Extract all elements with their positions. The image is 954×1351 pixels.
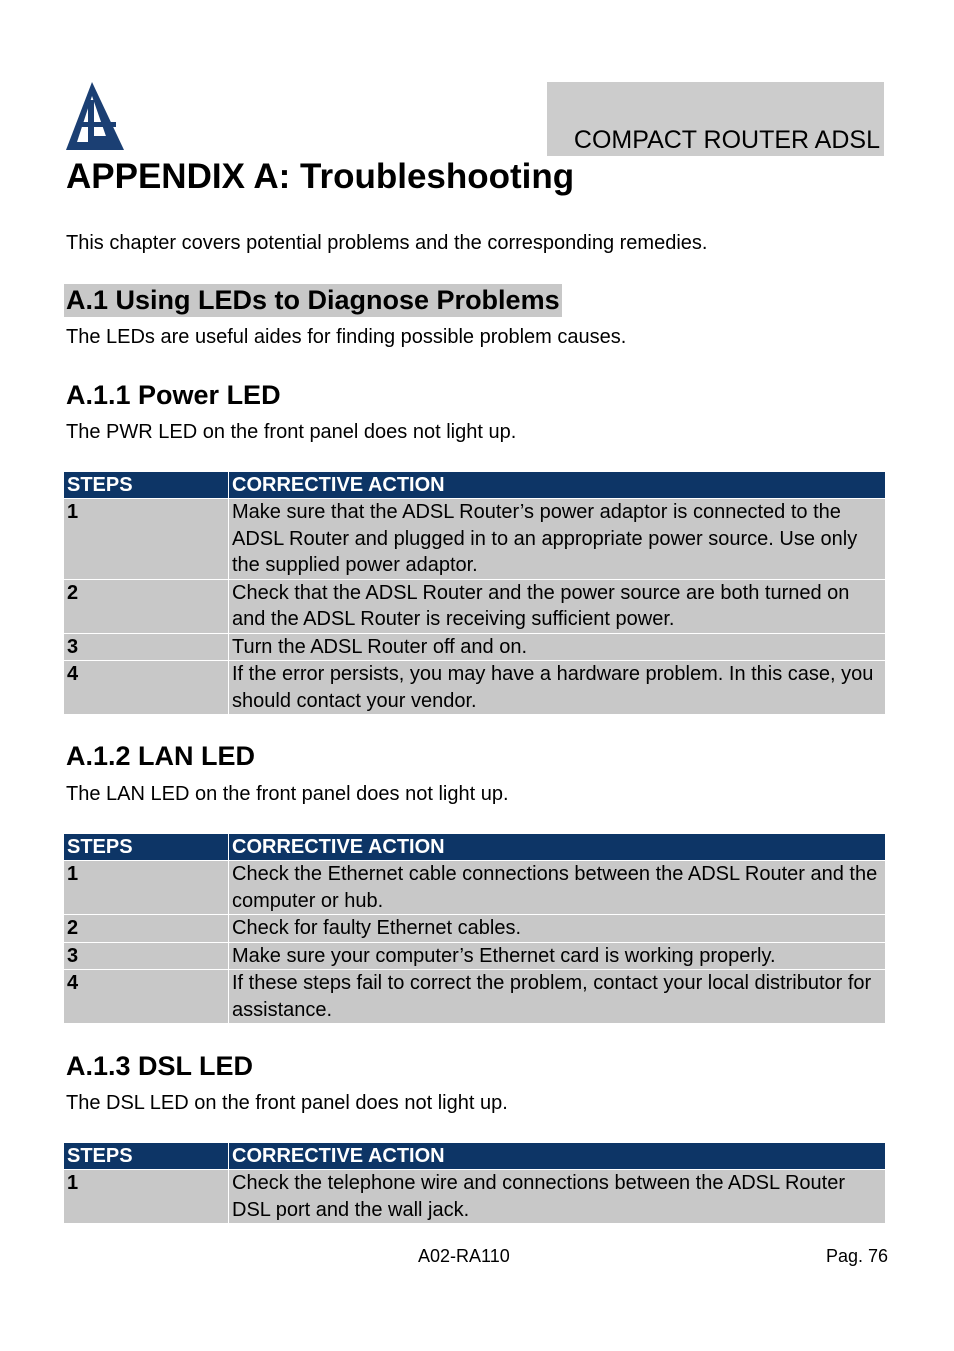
table-row [64,915,886,943]
step-action: Make sure your computer’s Ethernet card is working properly. [229,942,886,970]
lan-led-heading: A.1.2 LAN LED [66,741,256,771]
step-number: 3 [64,942,229,970]
intro-text: This chapter covers potential problems and the corresponding remedies. [66,232,708,254]
table-header-row [64,1143,886,1170]
document-code: A02-RA110 [418,1246,510,1266]
step-number: 1 [64,499,229,580]
table-row [64,1170,886,1224]
section-text: The LEDs are useful aides for finding possible problem causes. [66,326,627,348]
power-led-table [63,471,886,715]
power-led-heading: A.1.1 Power LED [66,380,281,410]
step-number: 1 [64,861,229,915]
step-action: Turn the ADSL Router off and on. [229,633,886,661]
table-row [64,970,886,1024]
step-action: Check the Ethernet cable connections between the ADSL Router and the computer or hub. [229,861,886,915]
step-action: If these steps fail to correct the problem, contact your local distributor for assistance. [229,970,886,1024]
lan-led-table [63,833,886,1024]
dsl-led-heading: A.1.3 DSL LED [66,1051,254,1081]
page-number: Pag. 76 [825,1246,888,1266]
step-number: 4 [64,970,229,1024]
column-header-steps: STEPS [64,472,229,499]
step-action: Check for faulty Ethernet cables. [229,915,886,943]
lan-led-text: The LAN LED on the front panel does not light up. [66,783,509,805]
table-header-row [64,472,886,499]
column-header-action: CORRECTIVE ACTION [229,472,886,499]
table-header-row [64,834,886,861]
step-number: 2 [64,579,229,633]
step-action: If the error persists, you may have a hardware problem. In this case, you should contact your vendor. [229,661,886,715]
dsl-led-table [63,1142,886,1224]
step-action: Make sure that the ADSL Router’s power adaptor is connected to the ADSL Router and plugged in to an appropriate power source. Use only the supplied power adaptor. [229,499,886,580]
product-banner [547,82,884,156]
step-action: Check the telephone wire and connections between the ADSL Router DSL port and the wall jack. [229,1170,886,1224]
brand-logo-icon [64,82,126,152]
step-number: 3 [64,633,229,661]
section-heading: A.1 Using LEDs to Diagnose Problems [66,285,560,315]
table-row [64,942,886,970]
table-row [64,499,886,580]
column-header-action: CORRECTIVE ACTION [229,1143,886,1170]
step-action: Check that the ADSL Router and the power source are both turned on and the ADSL Router is receiving sufficient power. [229,579,886,633]
table-row [64,633,886,661]
column-header-action: CORRECTIVE ACTION [229,834,886,861]
step-number: 2 [64,915,229,943]
step-number: 1 [64,1170,229,1224]
table-row [64,661,886,715]
dsl-led-text: The DSL LED on the front panel does not light up. [66,1092,508,1114]
column-header-steps: STEPS [64,1143,229,1170]
column-header-steps: STEPS [64,834,229,861]
product-name: COMPACT ROUTER ADSL [573,126,880,154]
step-number: 4 [64,661,229,715]
power-led-text: The PWR LED on the front panel does not light up. [66,421,517,443]
page-title: APPENDIX A: Troubleshooting [66,157,575,196]
table-row [64,579,886,633]
table-row [64,861,886,915]
